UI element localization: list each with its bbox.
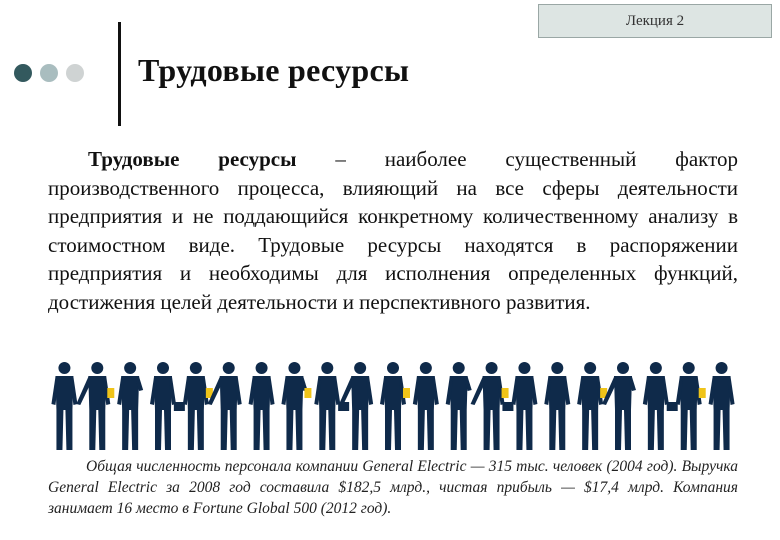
document-icon [107,388,114,398]
slide-title: Трудовые ресурсы [138,52,410,88]
title-divider [118,22,121,126]
document-icon [699,388,706,398]
person-figure-icon [502,362,537,450]
person-figure-icon [709,362,735,450]
document-icon [502,388,509,398]
document-icon [403,388,410,398]
person-figure-icon [314,362,340,450]
body-definition: – наиболее существенный фактор производственного процесса, влияющий на все сферы деятельности предприятия и не поддающийся конкретному количественному анализу в стоимостном виде. Трудовые ресурсы находятся в распоряжении предприятия и необходимы для исполнения определенных функций, достижения целей деятельности и перспективного развития. [48,147,738,314]
briefcase-icon [502,402,513,411]
person-figure-icon [117,362,143,450]
document-icon [304,388,311,398]
person-figure-icon [249,362,275,450]
person-figure-icon [667,362,706,450]
person-figure-icon [643,362,669,450]
briefcase-icon [338,402,349,411]
person-figure-icon [281,362,311,450]
briefcase-icon [174,402,185,411]
person-figure-icon [602,362,636,450]
dot-light-icon [66,64,84,82]
body-lead-term: Трудовые ресурсы [88,147,297,171]
person-figure-icon [446,362,472,450]
ge-caption: Общая численность персонала компании General Electric — 315 тыс. человек (2004 год). Выручка General Electric за 2008 год составила $182,5 млрд., чистая прибыль — $17,4 млрд. Компания занимает 16 место в Fortune Global 500 (2012 год). [48,458,738,517]
person-figure-icon [338,362,373,450]
person-figure-icon [544,362,570,450]
person-figure-icon [150,362,176,450]
decorative-dots [14,64,84,82]
person-figure-icon [413,362,439,450]
briefcase-icon [667,402,678,411]
body-paragraph [48,145,738,316]
person-figure-icon [174,362,213,450]
lecture-label: Лекция 2 [625,12,685,29]
dot-mid-icon [40,64,58,82]
person-figure-icon [380,362,410,450]
business-people-illustration [48,360,738,452]
person-figure-icon [208,362,242,450]
person-figure-icon [51,362,77,450]
dot-dark-icon [14,64,32,82]
person-figure-icon [577,362,607,450]
lecture-label-box [538,4,772,38]
person-figure-icon [76,362,114,450]
